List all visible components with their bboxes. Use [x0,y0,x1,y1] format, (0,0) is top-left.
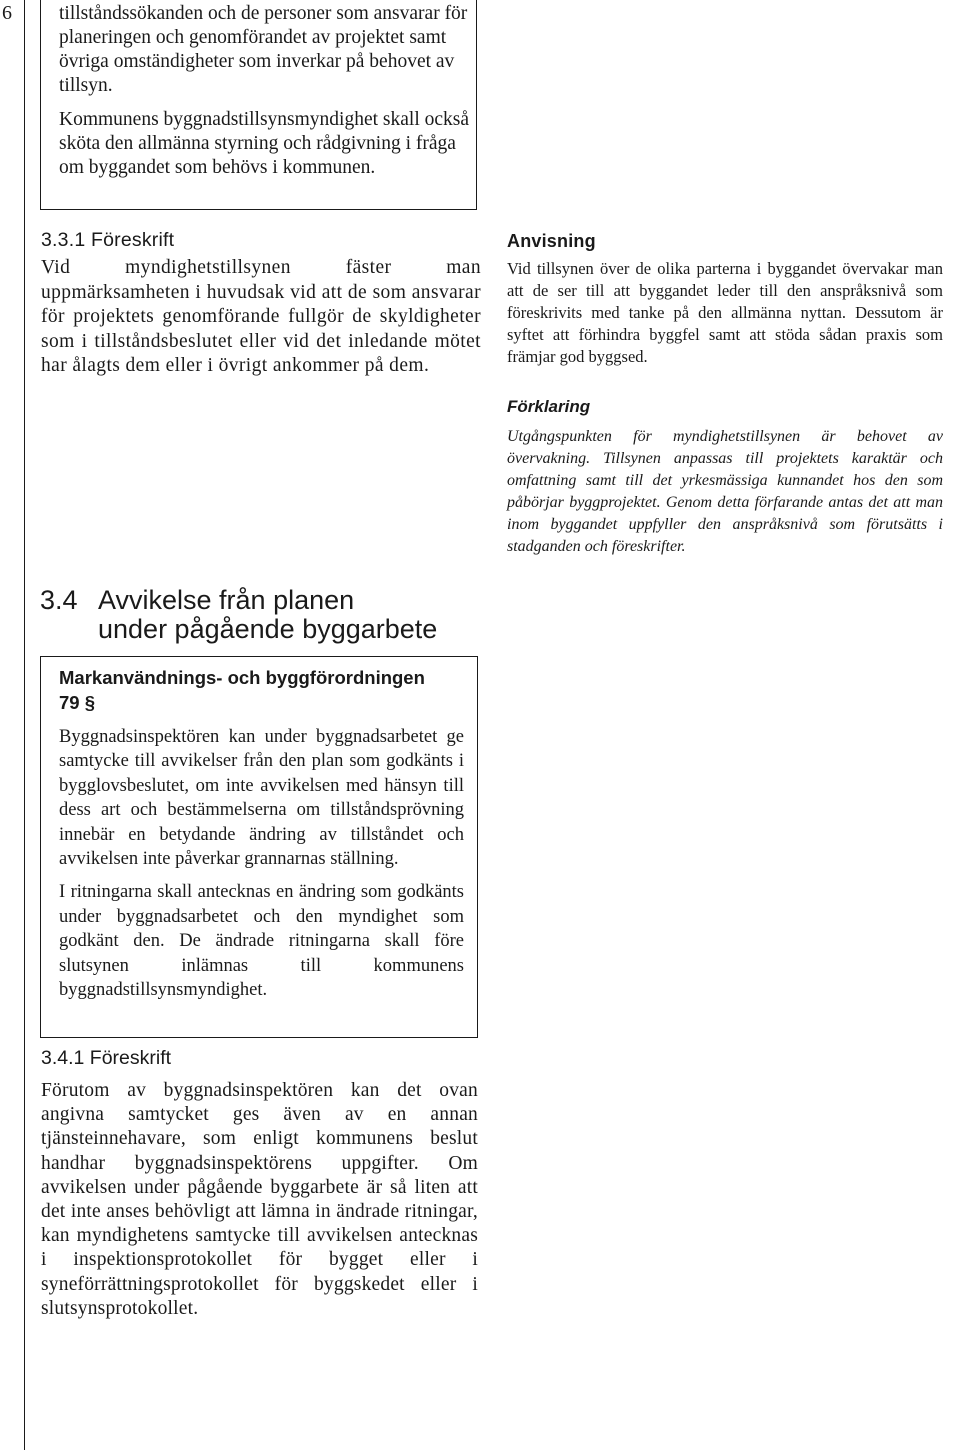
intro-box [40,0,477,210]
intro-paragraph-2: Kommunens byggnadstillsynsmyndighet skall också sköta den allmänna styrning och rådgivning i fråga om byggandet som behövs i kommunen. [59,109,470,178]
anvisning-text: Vid tillsynen över de olika parterna i byggandet övervakar man att de ser till att byggandet leder till den anspråksnivå som föreskrivits med tanke på den allmänna nyttan. Dessutom är syftet att förhindra byggfel samt att stöda sådan praxis som främjar god byggsed. [507,259,943,366]
section-3-4-1-text: Förutom av byggnadsinspektören kan det ovan angivna samtycket ges även av en annan tjänsteinnehavare, som enligt kommunens beslut handhar byggnadsinspektörens uppgifter. Om avvikelsen under pågående byggarbete är så liten att det inte anses behövligt att lämna in ändrade ritningar, kan myndighetens samtycke till avvikelsen antecknas i inspektionsprotokollet för bygget eller i syneförrättningsprotokollet för byggskedet eller i slutsynsprotokollet. [41,1080,478,1319]
forklaring-text: Utgångspunkten för myndighetstillsynen är behovet av övervakning. Tillsynen anpassas till projektets karaktär och omfattning samt till det yrkesmässiga kunnandet hos den som påbörjar byggprojektet. Genom detta förfarande antas det att man inom byggandet uppfyller den anspråksnivå som förutsätts i stadganden och föreskrifter. [507,428,943,555]
intro-paragraph-1: tillståndssökanden och de personer som ansvarar för planeringen och genomförandet av projektet samt övriga omständigheter som inverkar på behovet av tillsyn. [59,3,468,96]
forklaring-heading: Förklaring [507,397,591,416]
section-3-4-heading [40,586,437,644]
section-3-4-number: 3.4 [40,585,78,615]
section-3-3-1-text: Vid myndighetstillsynen fäster man uppmärksamheten i huvudsak vid att de som ansvarar för projektets genomförande fullgör de skyldigheter som i tillståndsbeslutet eller vid det inledande mötet har ålagts dem eller i övrigt ankommer på dem. [41,257,481,376]
law-box-title: Markanvändnings- och byggförordningen [59,667,425,688]
section-3-3-1-heading: 3.3.1 Föreskrift [41,229,175,251]
section-3-4-title-line-1: Avvikelse från planen [98,585,355,615]
section-3-4-1-heading: 3.4.1 Föreskrift [41,1047,172,1069]
margin-rule [24,0,25,1450]
section-3-4-title-line-2: under pågående byggarbete [98,614,438,644]
anvisning-heading: Anvisning [507,231,596,251]
law-paragraph-1: Byggnadsinspektören kan under byggnadsarbetet ge samtycke till avvikelser från den plan som godkänts i bygglovsbeslutet, om inte avvikelsen med hänsyn till dess art och bestämmelserna om tillståndsprövning innebär en betydande ändring av tillståndet och avvikelsen inte påverkar grannarnas ställning. [59,727,464,870]
law-paragraph-2: I ritningarna skall antecknas en ändring som godkänts under byggnadsarbetet och den myndighet som godkänt den. De ändrade ritningarna skall före slutsynen inlämnas till kommunens byggnadstillsynsmyndighet. [59,882,464,1001]
law-paragraph-number: 79 § [59,692,96,713]
law-box [40,656,478,1038]
page-number: 6 [2,2,12,24]
